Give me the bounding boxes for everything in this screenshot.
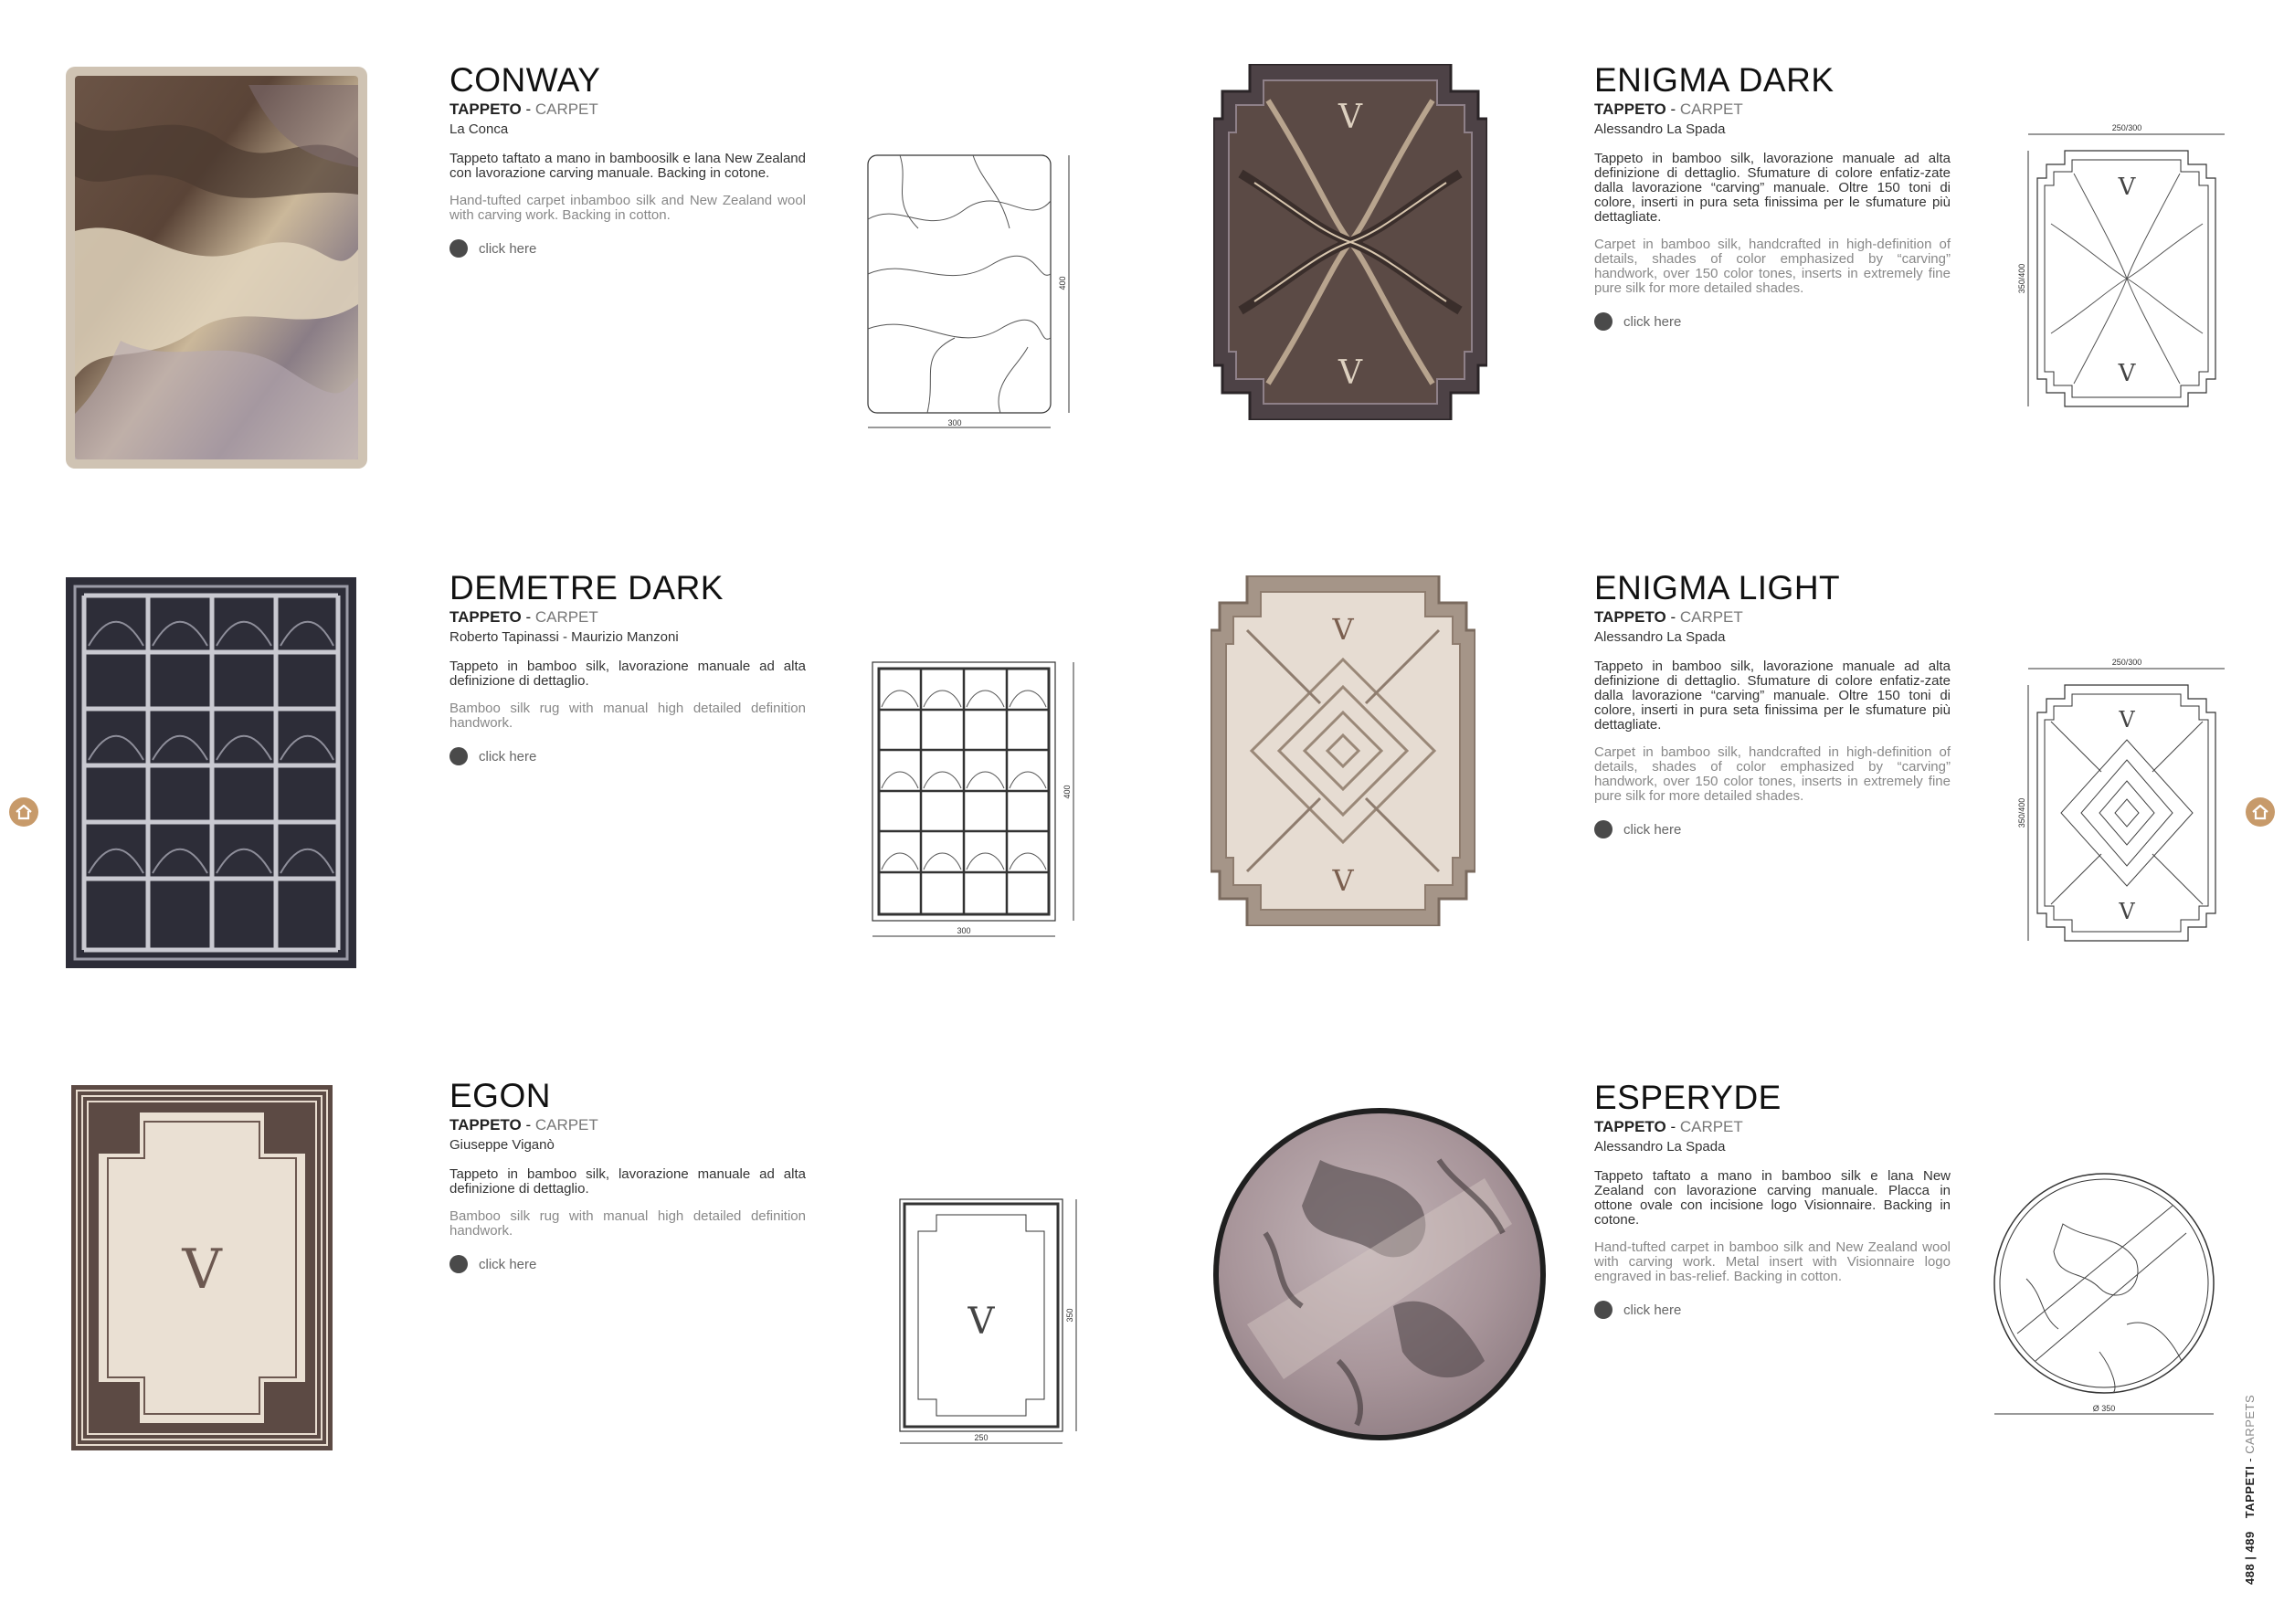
svg-text:V: V <box>182 1238 222 1302</box>
description-english: Bamboo silk rug with manual high detailed definition handwork. <box>449 701 806 731</box>
svg-text:V: V <box>1332 612 1354 647</box>
product-title: ESPERYDE <box>1594 1079 1782 1116</box>
esperyde-info <box>1594 1080 1951 1319</box>
home-button-right[interactable] <box>2246 797 2275 827</box>
description-english: Hand-tufted carpet in bamboo silk and New Zealand wool with carving work. Metal insert with Visionnaire logo engraved in bas-relief. Backing in cotton. <box>1594 1239 1951 1284</box>
description-english: Carpet in bamboo silk, handcrafted in high-definition of details, shades of color emphasized by “carving” handwork, over 150 color tones, inserts in extremely fine pure silk for more detailed shades. <box>1594 237 1951 296</box>
home-button-left[interactable] <box>9 797 38 827</box>
esperyde-technical-drawing <box>1990 1169 2218 1425</box>
demetre-dark-technical-drawing <box>868 658 1087 950</box>
dot-icon <box>1594 312 1613 331</box>
dot-icon <box>449 239 468 258</box>
svg-text:V: V <box>2119 899 2135 924</box>
dot-icon <box>449 1255 468 1273</box>
demetre-dark-carpet-photo <box>66 577 356 968</box>
conway-carpet-photo <box>66 67 367 469</box>
home-icon <box>2246 797 2275 827</box>
dot-icon <box>1594 1301 1613 1319</box>
dimension-diameter: Ø 350 <box>2092 1404 2116 1413</box>
product-type: TAPPETO - CARPET <box>1594 1118 1743 1135</box>
product-designer: Alessandro La Spada <box>1594 121 1726 137</box>
egon-info <box>449 1078 806 1273</box>
dimension-width: 250/300 <box>2111 658 2142 667</box>
product-type: TAPPETO - CARPET <box>449 1116 598 1134</box>
click-here-link[interactable]: click here <box>449 1255 806 1273</box>
svg-text:V: V <box>1338 354 1362 392</box>
svg-text:V: V <box>1332 863 1354 898</box>
product-type: TAPPETO - CARPET <box>1594 608 1743 626</box>
dimension-height: 350 <box>1065 1308 1074 1323</box>
description-italian: Tappeto in bamboo silk, lavorazione manuale ad alta definizione di dettaglio. <box>449 659 806 689</box>
dimension-height: 350/400 <box>2017 263 2026 294</box>
svg-text:V: V <box>1338 99 1362 136</box>
click-here-link[interactable]: click here <box>1594 820 1951 838</box>
svg-text:V: V <box>2119 707 2135 733</box>
product-title: ENIGMA DARK <box>1594 61 1835 99</box>
description-italian: Tappeto in bamboo silk, lavorazione manuale ad alta definizione di dettaglio. Sfumature di colore enfatiz-zate dalla lavorazione “carving” manuale. Oltre 150 toni di colore, inserti in pura seta finissima per le sfumature più dettagliate. <box>1594 151 1951 225</box>
product-designer: Giuseppe Viganò <box>449 1137 555 1153</box>
page-footer-vertical: 488 | 489TAPPETI - CARPETS <box>2243 1394 2257 1585</box>
description-italian: Tappeto in bamboo silk, lavorazione manuale ad alta definizione di dettaglio. Sfumature di colore enfatiz-zate dalla lavorazione “carving” manuale. Oltre 150 toni di colore, inserti in pura seta finissima per le sfumature più dettagliate. <box>1594 659 1951 733</box>
conway-info <box>449 62 806 258</box>
dimension-height: 350/400 <box>2017 797 2026 828</box>
page-numbers: 488 | 489 <box>2243 1531 2257 1585</box>
dimension-width: 250/300 <box>2111 123 2142 132</box>
product-type: TAPPETO - CARPET <box>1594 100 1743 118</box>
description-english: Carpet in bamboo silk, handcrafted in high-definition of details, shades of color emphasized by “carving” handwork, over 150 color tones, inserts in extremely fine pure silk for more detailed shades. <box>1594 744 1951 804</box>
enigma-dark-info <box>1594 62 1951 331</box>
svg-text:V: V <box>2118 360 2136 387</box>
egon-technical-drawing <box>895 1195 1087 1450</box>
conway-technical-drawing <box>863 146 1083 438</box>
product-type: TAPPETO - CARPET <box>449 608 598 626</box>
product-designer: Roberto Tapinassi - Maurizio Manzoni <box>449 629 679 645</box>
description-italian: Tappeto taftato a mano in bamboosilk e lana New Zealand con lavorazione carving manuale. Backing in cotone. <box>449 151 806 181</box>
esperyde-carpet-photo <box>1211 1105 1549 1443</box>
svg-text:V: V <box>2118 174 2136 201</box>
product-title: CONWAY <box>449 61 601 99</box>
section-name-italian: TAPPETI <box>2243 1465 2257 1519</box>
dimension-height: 400 <box>1063 785 1072 799</box>
description-italian: Tappeto taftato a mano in bamboo silk e lana New Zealand con lavorazione carving manuale. Placca in ottone ovale con incisione logo Visionnaire. Backing in cotone. <box>1594 1168 1951 1228</box>
product-title: EGON <box>449 1077 551 1114</box>
click-here-link[interactable]: click here <box>1594 312 1951 331</box>
dimension-width: 250 <box>974 1433 989 1442</box>
egon-carpet-photo <box>71 1085 333 1450</box>
dot-icon <box>1594 820 1613 838</box>
dimension-width: 300 <box>947 418 962 427</box>
svg-text:V: V <box>968 1301 995 1343</box>
enigma-light-carpet-photo <box>1211 575 1475 926</box>
description-italian: Tappeto in bamboo silk, lavorazione manuale ad alta definizione di dettaglio. <box>449 1166 806 1197</box>
dimension-height: 400 <box>1058 276 1067 290</box>
product-type: TAPPETO - CARPET <box>449 100 598 118</box>
description-english: Hand-tufted carpet inbamboo silk and New Zealand wool with carving work. Backing in cotton. <box>449 193 806 223</box>
click-here-link[interactable]: click here <box>449 747 806 765</box>
click-here-link[interactable]: click here <box>449 239 806 258</box>
product-designer: La Conca <box>449 121 509 137</box>
enigma-light-info <box>1594 570 1951 838</box>
product-designer: Alessandro La Spada <box>1594 629 1726 645</box>
product-designer: Alessandro La Spada <box>1594 1139 1726 1155</box>
section-name-english: CARPETS <box>2243 1394 2257 1454</box>
enigma-dark-carpet-photo <box>1213 64 1487 420</box>
product-title: ENIGMA LIGHT <box>1594 569 1841 606</box>
click-here-link[interactable]: click here <box>1594 1301 1951 1319</box>
product-title: DEMETRE DARK <box>449 569 724 606</box>
enigma-light-technical-drawing <box>2010 658 2229 950</box>
dot-icon <box>449 747 468 765</box>
enigma-dark-technical-drawing <box>2010 123 2229 416</box>
demetre-dark-info <box>449 570 806 765</box>
dimension-width: 300 <box>957 926 971 935</box>
description-english: Bamboo silk rug with manual high detailed definition handwork. <box>449 1208 806 1239</box>
home-icon <box>9 797 38 827</box>
